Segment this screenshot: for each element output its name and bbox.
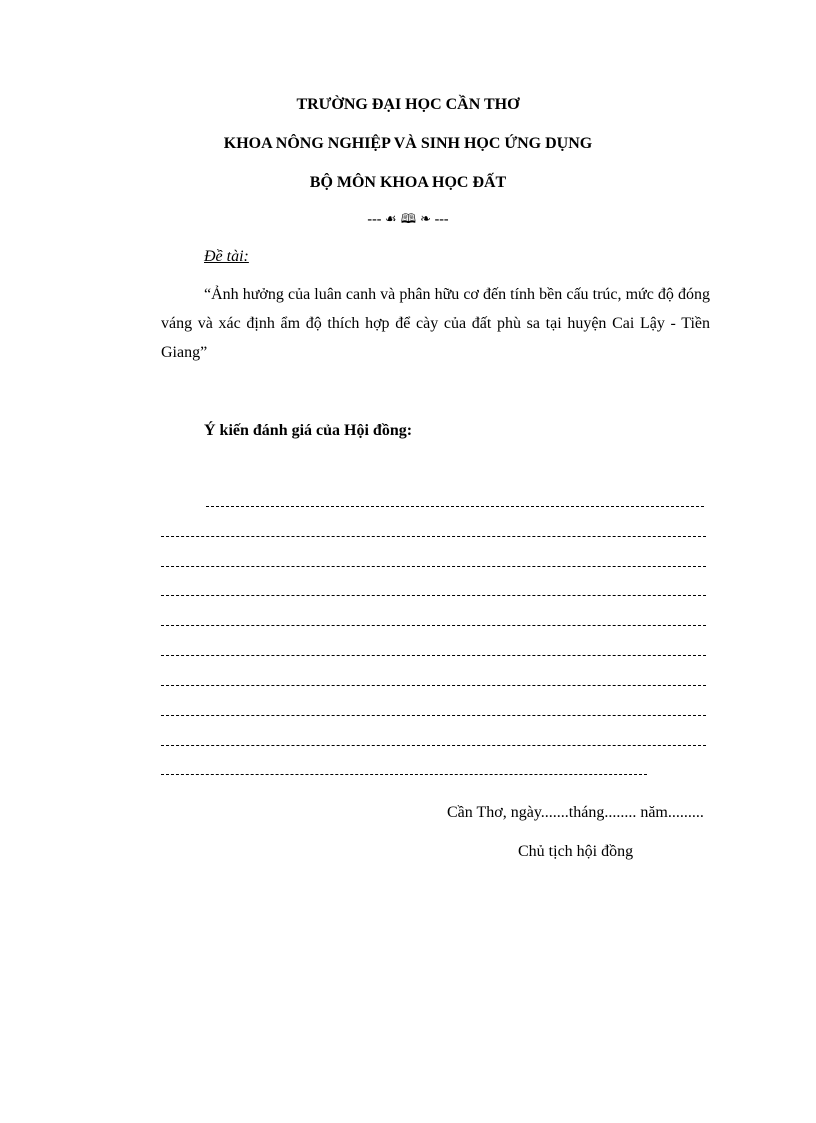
ornament-divider <box>0 210 816 230</box>
comment-line <box>161 595 706 597</box>
faculty-name: KHOA NÔNG NGHIỆP VÀ SINH HỌC ỨNG DỤNG <box>223 135 593 152</box>
ornament-dashes-right: --- <box>434 212 449 227</box>
comment-line <box>161 536 706 538</box>
evaluation-heading: Ý kiến đánh giá của Hội đồng: <box>204 422 413 439</box>
topic-label: Đề tài: <box>204 248 249 265</box>
university-name: TRƯỜNG ĐẠI HỌC CẦN THƠ <box>296 96 520 113</box>
ornament-dashes-left: --- <box>367 212 382 227</box>
comment-line <box>161 774 647 776</box>
council-chair-label: Chủ tịch hội đồng <box>518 843 634 860</box>
comment-line <box>161 745 706 747</box>
comment-line <box>206 506 704 508</box>
place-date-line: Cần Thơ, ngày.......tháng........ năm......... <box>447 804 704 821</box>
book-ornament-icon: ☙ 🕮 ❧ <box>384 212 432 227</box>
comment-line <box>161 655 706 657</box>
comment-line <box>161 625 706 627</box>
department-name: BỘ MÔN KHOA HỌC ĐẤT <box>309 174 507 191</box>
comment-line <box>161 566 706 568</box>
comment-line <box>161 715 706 717</box>
comment-line <box>161 685 706 687</box>
topic-title: “Ảnh hưởng của luân canh và phân hữu cơ đến tính bền cấu trúc, mức độ đóng váng và xác định ẩm độ thích hợp để cày của đất phù sa tại huyện Cai Lậy - Tiền Giang” <box>161 286 710 361</box>
